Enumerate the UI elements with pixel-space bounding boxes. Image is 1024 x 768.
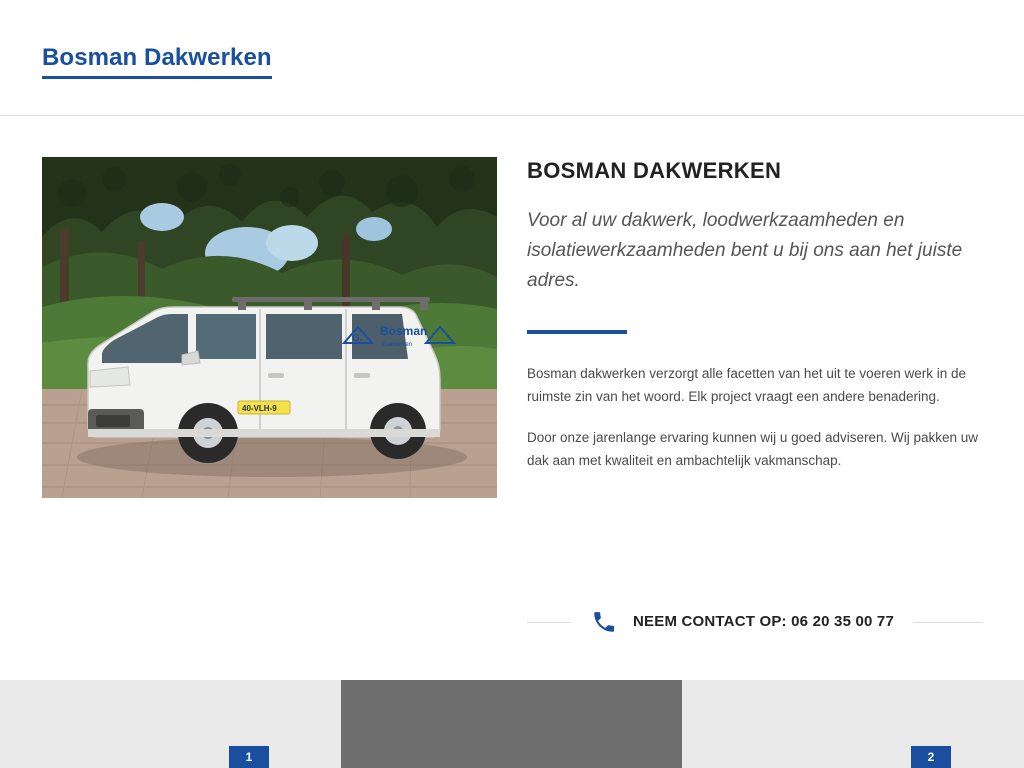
hero-subtitle: Voor al uw dakwerk, loodwerkzaamheden en isolatiewerkzaamheden bent u bij ons aan het juiste adres. — [527, 210, 963, 291]
lower-band — [0, 680, 1024, 768]
contact-strip[interactable] — [527, 605, 983, 639]
divider-right — [913, 622, 983, 623]
hero-text-column — [527, 158, 983, 490]
hero-image-van — [42, 157, 497, 498]
svg-text:40-VLH-9: 40-VLH-9 — [242, 404, 277, 413]
accent-divider — [527, 330, 627, 334]
body-paragraph-1: Bosman dakwerken verzorgt alle facetten van het uit te voeren werk in de ruimste zin van het woord. Elk project vraagt een andere benadering. — [527, 366, 966, 404]
svg-text:G.: G. — [352, 333, 363, 344]
main-content — [0, 116, 1024, 680]
body-paragraph-2: Door onze jarenlange ervaring kunnen wij u goed adviseren. Wij pakken uw dak aan met kwaliteit en ambachtelijk vakmanschap. — [527, 430, 979, 468]
site-logo[interactable] — [42, 44, 272, 79]
page-title: BOSMAN DAKWERKEN — [527, 158, 782, 183]
site-header — [0, 0, 1024, 116]
badge-left[interactable]: 1 — [229, 746, 269, 768]
svg-text:Bosman: Bosman — [380, 324, 428, 338]
divider-left — [527, 622, 571, 623]
lower-center-panel — [341, 680, 682, 768]
contact-phone-label: NEEM CONTACT OP: 06 20 35 00 77 — [633, 613, 895, 630]
van-photo-illustration — [42, 157, 497, 498]
site-logo-text: Bosman Dakwerken — [42, 44, 272, 79]
phone-icon — [587, 605, 621, 639]
svg-text:Dakwerken: Dakwerken — [382, 342, 413, 348]
badge-right[interactable]: 2 — [911, 746, 951, 768]
